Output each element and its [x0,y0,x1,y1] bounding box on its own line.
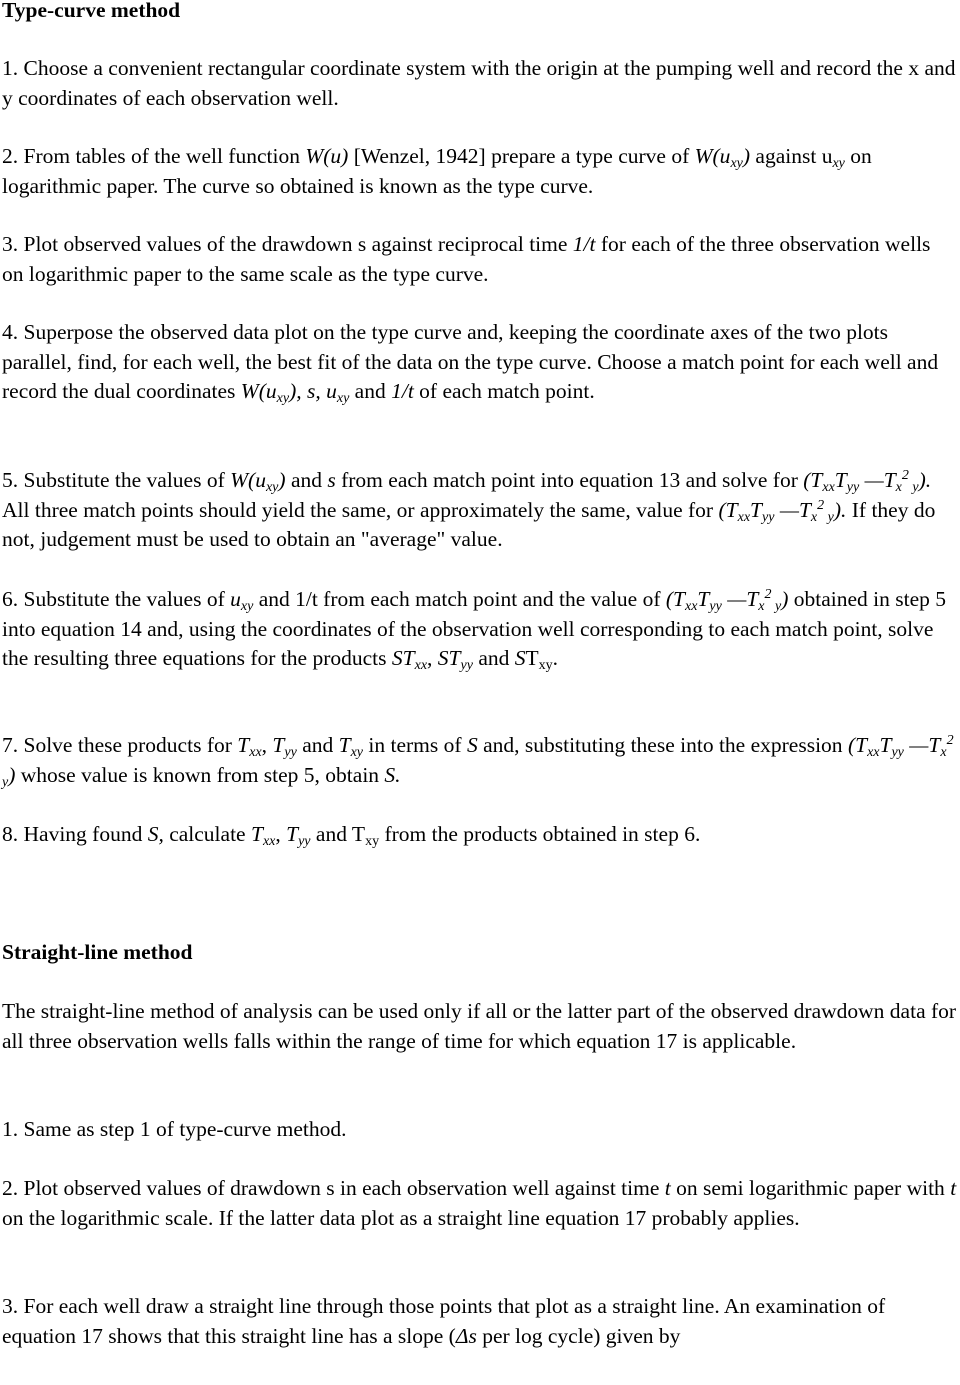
paragraph-sl-step-1: 1. Same as step 1 of type-curve method. [2,1117,347,1141]
paragraph-sl-step-3: 3. For each well draw a straight line through those points that plot as a straight line. An examination of equation 17 shows that this straight line has a slope (Δs per log cycle) given by [2,1294,886,1348]
paragraph-straight-line-intro: The straight-line method of analysis can be used only if all or the latter part of the observed drawdown data for all three observation wells falls within the range of time for which equation 17 is applicable. [2,999,957,1053]
section-title-type-curve: Type-curve method [2,0,181,22]
paragraph-step-4: 4. Superpose the observed data plot on the type curve and, keeping the coordinate axes of the two plots parallel, find, for each well, the best fit of the data on the type curve. Choose a match point for each well and record the dual coordinates $W(u_{xy})$, s, $u_{xy}$ and 1/t of each match point. [2,320,939,406]
paragraph-step-7: 7. Solve these products for $T_{xx}$, $T_{yy}$ and $T_{xy}$ in terms of S and, substituting these into the expression ($T_{xx}T_{yy}$ $—T_x^2$ $_y$) whose value is known from step 5, obtain S. [2,733,954,790]
paragraph-step-8: 8. Having found S, calculate $T_{xx}$, $T_{yy}$ and $T_{xy}$ from the products obtained in step 6. [2,822,701,849]
paragraph-step-2: 2. From tables of the well function W(u) [Wenzel, 1942] prepare a type curve of $W(u_{xy})$ against $u_{xy}$ on logarithmic paper. The curve so obtained is known as the type curve. [2,144,872,198]
paragraph-step-3: 3. Plot observed values of the drawdown s against reciprocal time 1/t for each of the three observation wells on logarithmic paper to the same scale as the type curve. [2,232,931,286]
paragraph-step-5: 5. Substitute the values of $W(u_{xy})$ and s from each match point into equation 13 and solve for ($T_{xx}T_{yy}$ $—T_x^2$ $_y$). All three match points should yield the same, or approximately the same, value for ($T_{xx}T_{yy}$ $—T_x^2$ $_y$). If they do not, judgement must be used to obtain an "average" value. [2,468,936,551]
paragraph-step-1: 1. Choose a convenient rectangular coordinate system with the origin at the pumping well and record the x and y coordinates of each observation well. [2,56,956,110]
paragraph-step-6: 6. Substitute the values of $u_{xy}$ and 1/t from each match point and the value of ($T_{xx}T_{yy}$ $—T_x^2$ $_y$) obtained in step 5 into equation 14 and, using the coordinates of the observation well corresponding to each match point, solve the resulting three equations for the products $ST_{xx}$, $ST_{yy}$ and $ST_{xy}$. [2,587,947,673]
section-title-straight-line: Straight-line method [2,940,193,964]
paragraph-sl-step-2: 2. Plot observed values of drawdown s in each observation well against time t on semi logarithmic paper with t on the logarithmic scale. If the latter data plot as a straight line equation 17 probably applies. [2,1176,957,1230]
